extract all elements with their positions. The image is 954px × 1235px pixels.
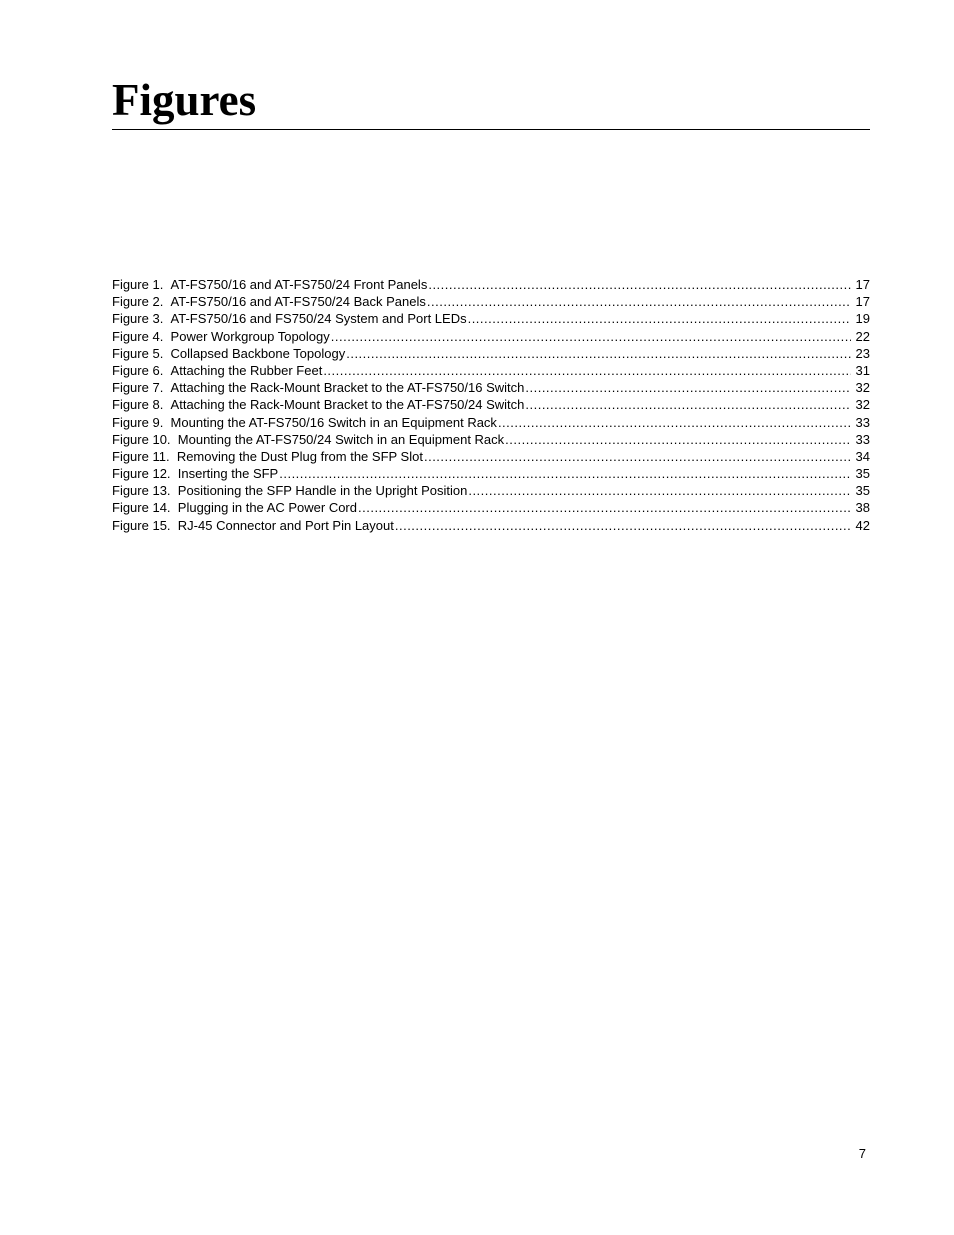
dot-leader bbox=[424, 448, 851, 465]
dot-leader bbox=[428, 276, 851, 293]
figure-list bbox=[112, 276, 870, 534]
figure-caption: Power Workgroup Topology bbox=[170, 328, 330, 344]
page-number: 7 bbox=[858, 1146, 866, 1161]
figure-page-ref: 33 bbox=[855, 414, 870, 430]
dot-leader bbox=[331, 328, 851, 345]
figure-number: Figure 7. bbox=[112, 380, 164, 396]
figure-caption: AT-FS750/16 and FS750/24 System and Port LEDs bbox=[170, 311, 467, 327]
dot-leader bbox=[468, 482, 851, 499]
figure-caption: Positioning the SFP Handle in the Upright Position bbox=[177, 483, 468, 499]
figure-caption: Inserting the SFP bbox=[177, 466, 279, 482]
title-rule bbox=[112, 129, 870, 130]
figure-page-ref: 38 bbox=[855, 500, 870, 516]
figure-page-ref: 33 bbox=[855, 431, 870, 447]
dot-leader bbox=[279, 465, 851, 482]
figure-caption: Plugging in the AC Power Cord bbox=[177, 500, 357, 516]
figure-entry-7[interactable] bbox=[112, 379, 870, 396]
figure-page-ref: 19 bbox=[855, 311, 870, 327]
figure-caption: Attaching the Rack-Mount Bracket to the AT-FS750/16 Switch bbox=[170, 380, 525, 396]
figure-page-ref: 17 bbox=[855, 294, 870, 310]
dot-leader bbox=[395, 517, 851, 534]
figure-entry-12[interactable] bbox=[112, 465, 870, 482]
dot-leader bbox=[525, 396, 851, 413]
figure-entry-11[interactable] bbox=[112, 448, 870, 465]
figure-number: Figure 11. bbox=[112, 448, 170, 464]
figure-entry-2[interactable] bbox=[112, 293, 870, 310]
figure-entry-10[interactable] bbox=[112, 431, 870, 448]
figure-entry-8[interactable] bbox=[112, 396, 870, 413]
figure-entry-15[interactable] bbox=[112, 517, 870, 534]
dot-leader bbox=[323, 362, 851, 379]
figure-number: Figure 15. bbox=[112, 517, 171, 533]
figure-number: Figure 14. bbox=[112, 500, 171, 516]
figure-caption: AT-FS750/16 and AT-FS750/24 Back Panels bbox=[170, 294, 426, 310]
figure-entry-3[interactable] bbox=[112, 310, 870, 327]
figure-caption: Mounting the AT-FS750/16 Switch in an Equipment Rack bbox=[170, 414, 497, 430]
figure-number: Figure 8. bbox=[112, 397, 164, 413]
dot-leader bbox=[427, 293, 851, 310]
figure-caption: AT-FS750/16 and AT-FS750/24 Front Panels bbox=[170, 277, 428, 292]
figure-page-ref: 17 bbox=[855, 277, 870, 292]
figure-entry-13[interactable] bbox=[112, 482, 870, 499]
figure-caption: Removing the Dust Plug from the SFP Slot bbox=[176, 448, 423, 464]
figure-caption: Attaching the Rubber Feet bbox=[170, 362, 323, 378]
figure-number: Figure 9. bbox=[112, 414, 164, 430]
figure-page-ref: 23 bbox=[855, 345, 870, 361]
dot-leader bbox=[346, 345, 851, 362]
figure-number: Figure 6. bbox=[112, 362, 164, 378]
figure-number: Figure 12. bbox=[112, 466, 171, 482]
figure-page-ref: 22 bbox=[855, 328, 870, 344]
figure-page-ref: 32 bbox=[855, 397, 870, 413]
dot-leader bbox=[498, 414, 851, 431]
figure-page-ref: 35 bbox=[855, 466, 870, 482]
figure-number: Figure 4. bbox=[112, 328, 164, 344]
figure-number: Figure 5. bbox=[112, 345, 164, 361]
figure-caption: Attaching the Rack-Mount Bracket to the AT-FS750/24 Switch bbox=[170, 397, 525, 413]
figure-entry-14[interactable] bbox=[112, 499, 870, 516]
figure-entry-9[interactable] bbox=[112, 414, 870, 431]
figure-number: Figure 10. bbox=[112, 431, 171, 447]
figure-caption: Mounting the AT-FS750/24 Switch in an Equipment Rack bbox=[177, 431, 505, 447]
figure-number: Figure 3. bbox=[112, 311, 164, 327]
page-title: Figures bbox=[112, 75, 257, 125]
figure-page-ref: 34 bbox=[855, 448, 870, 464]
figure-caption: Collapsed Backbone Topology bbox=[170, 345, 346, 361]
figure-page-ref: 35 bbox=[855, 483, 870, 499]
figure-number: Figure 2. bbox=[112, 294, 164, 310]
dot-leader bbox=[505, 431, 851, 448]
figure-number: Figure 1. bbox=[112, 277, 164, 292]
figure-entry-6[interactable] bbox=[112, 362, 870, 379]
figure-caption: RJ-45 Connector and Port Pin Layout bbox=[177, 517, 394, 533]
figure-page-ref: 31 bbox=[855, 362, 870, 378]
figure-page-ref: 32 bbox=[855, 380, 870, 396]
figure-entry-4[interactable] bbox=[112, 328, 870, 345]
dot-leader bbox=[358, 499, 851, 516]
figure-number: Figure 13. bbox=[112, 483, 171, 499]
figure-entry-1[interactable] bbox=[112, 276, 870, 293]
dot-leader bbox=[468, 310, 851, 327]
dot-leader bbox=[525, 379, 851, 396]
figure-page-ref: 42 bbox=[855, 517, 870, 533]
figure-entry-5[interactable] bbox=[112, 345, 870, 362]
